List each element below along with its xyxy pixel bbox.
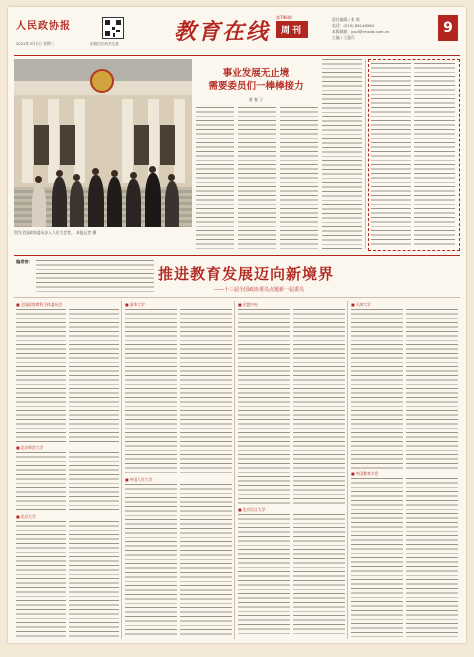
lead-photo [14,59,192,227]
credit-line: 主编 / 王惠兵 [332,35,355,40]
issue-number: 第796期 [276,15,292,20]
feature-text-column [238,309,290,505]
feature-text-column [16,521,66,637]
feature-text-column [69,521,119,637]
sidebar-text-column [414,63,455,245]
qr-caption: 用微信扫码关注我 [90,42,119,46]
section-heading: ■ 民盟中央 [238,302,258,308]
feature-text-column [69,452,119,512]
credit-line: 电话：(010) 88146584 [332,23,375,28]
editor-note-text [36,260,154,292]
page-number: 9 [438,15,458,41]
qr-code-icon [102,17,124,39]
feature-text-column [125,309,177,475]
section-heading: ■ 北京师范大学 [16,445,43,451]
article-text-column [238,107,276,249]
article-text-column [280,107,318,249]
photo-caption: 图为全国政协委员步入人民大会堂。 本报记者 摄 [14,230,97,235]
section-heading: ■ 中国人民大学 [125,477,152,483]
feature-text-column [351,309,403,469]
feature-text-column [180,309,232,475]
newspaper-logo: 人民政协报 [16,21,71,32]
section-heading: ■ 中国教育学会 [351,471,378,477]
weekly-badge: 周刊 [276,21,308,38]
newspaper-page [8,7,466,643]
feature-text-column [293,309,345,505]
article-text-column [322,59,362,249]
editor-credits [332,17,428,41]
byline: 贾 春 子 [248,97,264,102]
publication-date: 2022年3月2日 星期三 [16,41,55,46]
feature-text-column [125,484,177,637]
feature-text-column [16,309,66,443]
feature-text-column [69,309,119,443]
masthead [14,11,460,56]
section-heading: ■ 天津大学 [351,302,371,308]
feature-text-column [406,309,458,469]
national-emblem-icon [90,69,114,93]
lead-headline-line: 需要委员们一棒棒接力 [208,81,304,92]
section-heading: ■ 北京语言大学 [238,507,265,513]
section-title: 教育在线 [174,19,271,45]
section-heading: ■ 全国政协教科卫体委员会 [16,302,62,308]
feature-text-column [293,514,345,637]
feature-text-column [351,478,403,637]
feature-text-column [180,484,232,637]
feature-text-column [406,478,458,637]
credit-line: 本版邮箱：jysd@rmzxb.com.cn [332,29,390,34]
feature-subheadline: ——十三届全国政协委员点题新一届委员 [214,287,305,293]
feature-headline: 推进教育发展迈向新境界 [158,265,335,283]
feature-text-column [16,452,66,512]
credit-line: 责任编辑 / 张 琪 [332,17,360,22]
section-heading: ■ 清华大学 [125,302,145,308]
sidebar-text-column [371,63,411,245]
section-heading: ■ 北京大学 [16,514,36,520]
editor-note-label: 编者按： [16,259,33,264]
feature-text-column [238,514,290,637]
lead-headline-line: 事业发展无止境 [222,68,290,79]
article-text-column [196,107,234,249]
lead-headline [196,67,316,93]
